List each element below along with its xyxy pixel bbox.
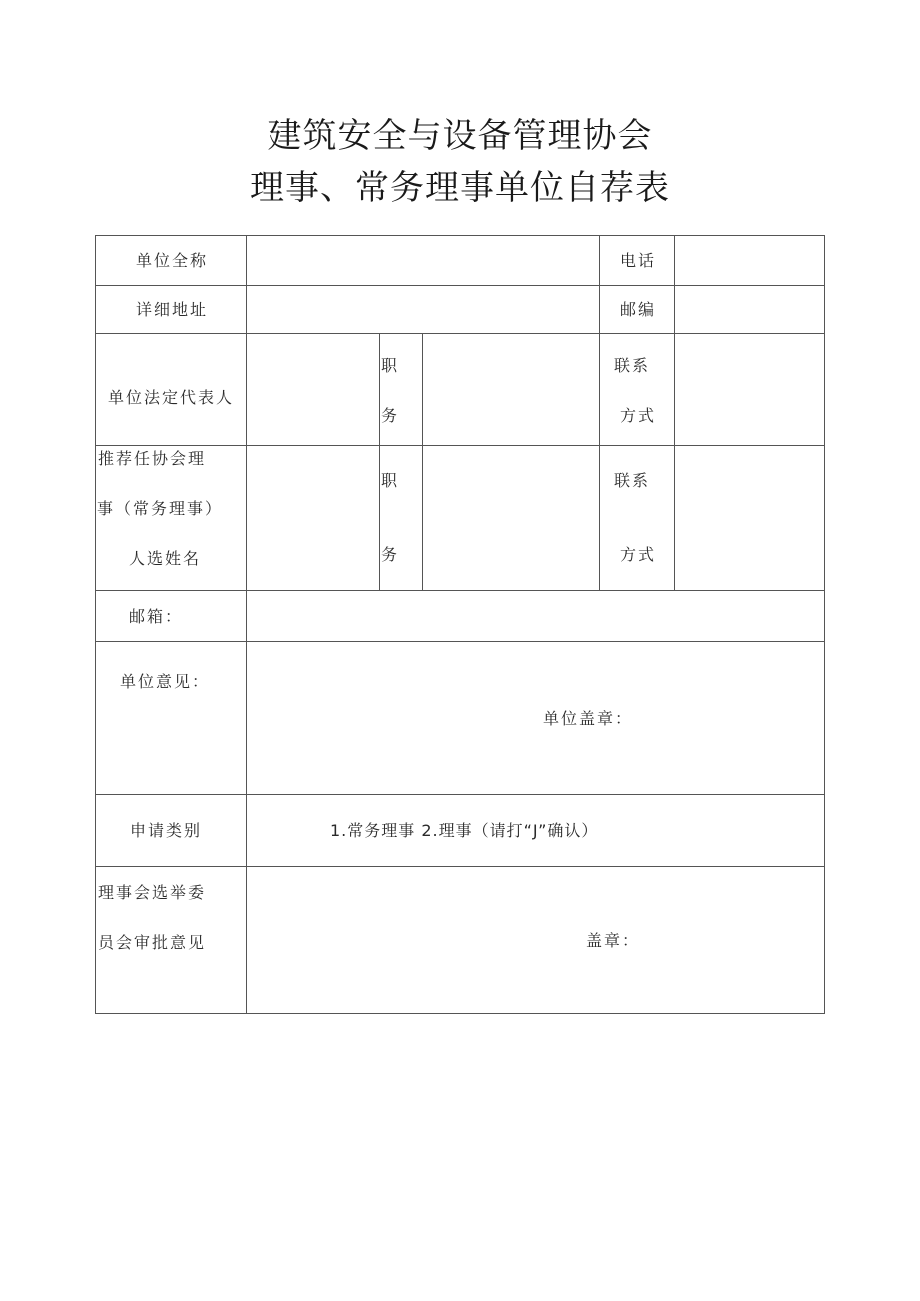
legal-rep-position-char1: 职 (381, 356, 400, 375)
postcode-label: 邮编 (620, 300, 657, 319)
table-rule (95, 1013, 825, 1014)
table-rule (95, 235, 825, 236)
nominee-position-char2: 务 (381, 545, 400, 564)
table-rule (95, 590, 825, 591)
document-title-line2: 理事、常务理事单位自荐表 (250, 168, 670, 208)
table-rule (674, 235, 675, 591)
table-rule (422, 333, 423, 591)
table-rule (95, 794, 825, 795)
address-label: 详细地址 (136, 300, 209, 319)
nominee-label-line1: 推荐任协会理 (98, 449, 207, 468)
nominee-contact-part2: 方式 (620, 545, 657, 564)
document-title-line1: 建筑安全与设备管理协会 (267, 116, 653, 156)
table-rule (379, 333, 380, 591)
unit-opinion-label: 单位意见： (120, 672, 211, 691)
table-rule (95, 285, 825, 286)
nominee-contact-part1: 联系 (614, 471, 651, 490)
committee-label-line1: 理事会选举委 (98, 883, 207, 902)
category-options: 1.常务理事 2.理事（请打“J”确认） (330, 821, 599, 840)
legal-rep-label: 单位法定代表人 (108, 388, 235, 407)
nominee-position-char1: 职 (381, 471, 400, 490)
table-rule (824, 235, 825, 1014)
legal-rep-contact-part1: 联系 (614, 356, 651, 375)
legal-rep-contact-part2: 方式 (620, 406, 657, 425)
category-label: 申请类别 (130, 821, 203, 840)
table-rule (95, 235, 96, 1014)
nominee-label-line3: 人选姓名 (129, 549, 202, 568)
table-rule (95, 866, 825, 867)
unit-name-label: 单位全称 (136, 251, 209, 270)
table-rule (599, 235, 600, 591)
table-rule (95, 445, 825, 446)
email-label: 邮箱： (129, 607, 184, 626)
table-rule (95, 333, 825, 334)
unit-seal-label: 单位盖章： (543, 709, 634, 728)
committee-label-line2: 员会审批意见 (98, 933, 207, 952)
table-rule (246, 235, 247, 1014)
committee-seal-label: 盖章： (586, 931, 641, 950)
phone-label: 电话 (620, 251, 657, 270)
table-rule (95, 641, 825, 642)
legal-rep-position-char2: 务 (381, 406, 400, 425)
nominee-label-line2: 事（常务理事） (97, 499, 224, 518)
